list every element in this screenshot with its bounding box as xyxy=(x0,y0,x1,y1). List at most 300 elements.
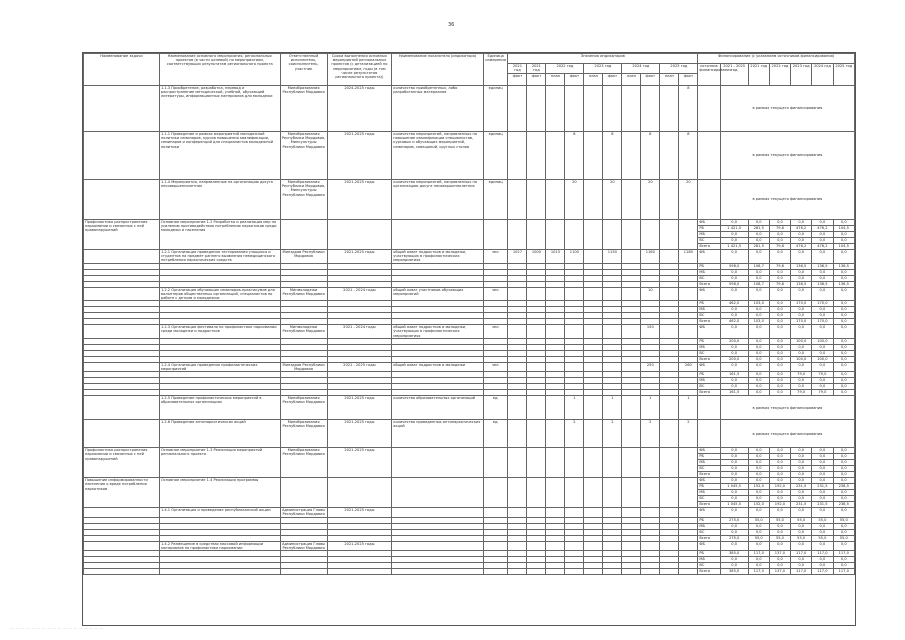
measure-cell: 1.1.1 Проведение и рамках мероприятий молодежной политики семинаров, курсов повышения квалификации, семинаров и конференций для специалистов молодежной политики xyxy=(159,132,280,180)
measure-cell: 1.2.4 Организация проведения профилактических мероприятий xyxy=(159,362,280,371)
fin-value: 0,0 xyxy=(720,250,748,264)
executor-cell: Минздрав Республики Мордовия xyxy=(280,362,327,371)
fin-value: 0,0 xyxy=(720,478,748,484)
fin-value: 0,0 xyxy=(833,448,855,454)
fin-value: 0,0 xyxy=(720,490,748,496)
fin-value: 0,0 xyxy=(769,238,790,244)
indicator-cell: количество проведенных антинаркотических акций xyxy=(392,420,484,448)
indicator-value xyxy=(546,508,565,517)
main-measure-cell: Основное мероприятие 1.4 Реализация программы xyxy=(159,478,280,508)
empty-cell xyxy=(565,478,584,508)
fin-source: МБ xyxy=(698,490,720,496)
header-year: 2021 год xyxy=(527,64,546,74)
fin-value: 0,0 xyxy=(812,232,833,238)
indicator-cell: количество приобретенных, либо разработанных материалов xyxy=(392,86,484,132)
fin-value: 0,0 xyxy=(769,460,790,466)
indicator-value xyxy=(622,362,641,371)
empty-cell xyxy=(527,478,546,508)
indicator-cell: общий охват подростков и молодежи xyxy=(392,362,484,371)
fin-source: Всего xyxy=(698,502,720,508)
unit-cell xyxy=(483,508,508,517)
empty-cell xyxy=(622,478,641,508)
fin-value: 0,0 xyxy=(720,563,748,569)
header-year: 2024 год xyxy=(622,64,660,74)
fin-value: 0,0 xyxy=(748,454,769,460)
indicator-value xyxy=(622,541,641,550)
header-fin-year: 2022 год xyxy=(769,64,790,86)
empty-cell xyxy=(392,220,484,250)
task-cell xyxy=(84,420,160,448)
indicator-value: 20 xyxy=(679,180,698,220)
task-cell xyxy=(84,250,160,264)
fin-value: 0,0 xyxy=(833,390,855,396)
indicator-value xyxy=(641,541,660,550)
indicator-cell xyxy=(392,541,484,550)
indicator-value xyxy=(584,325,603,339)
empty-cell xyxy=(392,478,484,508)
indicator-value xyxy=(508,86,527,132)
fin-value: 0,0 xyxy=(812,250,833,264)
fin-value: 281,5 xyxy=(748,226,769,232)
fin-value: 0,0 xyxy=(833,523,855,529)
indicator-value xyxy=(527,420,546,448)
empty-cell xyxy=(327,569,392,575)
fin-value: 0,0 xyxy=(833,287,855,301)
indicator-value xyxy=(603,508,622,517)
indicator-value xyxy=(622,250,641,264)
indicator-value xyxy=(527,325,546,339)
fin-value: 0,0 xyxy=(720,466,748,472)
header-unit: Единица измерения xyxy=(483,54,508,86)
indicator-value xyxy=(508,325,527,339)
fin-value: 0,0 xyxy=(720,541,748,550)
empty-cell xyxy=(483,448,508,478)
indicator-value xyxy=(546,362,565,371)
fin-value: 0,0 xyxy=(791,220,812,226)
empty-cell xyxy=(508,569,527,575)
fin-value: 136,5 xyxy=(833,263,855,269)
measure-cell: 1.2.3 Организация фестиваля по профилактике наркомании среди молодежи и подростков xyxy=(159,325,280,339)
fin-source: ВС xyxy=(698,563,720,569)
fin-value: 0,0 xyxy=(720,287,748,301)
empty-cell xyxy=(392,448,484,478)
indicator-value: 20 xyxy=(641,180,660,220)
fin-value: 137,0 xyxy=(769,551,790,557)
indicator-value xyxy=(679,541,698,550)
fin-value: 0,0 xyxy=(833,313,855,319)
fin-value: 0,0 xyxy=(769,523,790,529)
financing-note: в рамках текущего финансирования xyxy=(720,420,854,448)
fin-value: 0,0 xyxy=(748,362,769,371)
fin-value: 238,5 xyxy=(833,484,855,490)
fin-source: Всего xyxy=(698,319,720,325)
indicator-value xyxy=(565,325,584,339)
fin-source: МБ xyxy=(698,557,720,563)
indicator-value: 1 xyxy=(679,396,698,420)
header-year: 2023 год xyxy=(584,64,622,74)
fin-value: 170,0 xyxy=(791,319,812,325)
fin-value: 0,0 xyxy=(720,523,748,529)
indicator-value xyxy=(660,86,679,132)
empty-cell xyxy=(584,478,603,508)
empty-cell xyxy=(603,448,622,478)
header-fin-year: 2025 год xyxy=(833,64,855,86)
fin-value: 0,0 xyxy=(812,220,833,226)
empty-cell xyxy=(565,448,584,478)
period-cell: 2021-2025 годы xyxy=(327,420,392,448)
empty-cell xyxy=(280,220,327,250)
fin-value: 0,0 xyxy=(833,529,855,535)
fin-value: 0,0 xyxy=(812,378,833,384)
executor-cell: Минобразования Республики Мордовия xyxy=(280,420,327,448)
financing-note: в рамках текущего финансирования xyxy=(720,132,854,180)
fin-value: 0,0 xyxy=(748,238,769,244)
fin-value: 200,0 xyxy=(720,338,748,344)
indicator-value xyxy=(527,132,546,180)
fin-value: 0,0 xyxy=(833,344,855,350)
fin-value: 0,0 xyxy=(748,325,769,339)
fin-value: 117,0 xyxy=(748,551,769,557)
task-cell xyxy=(84,132,160,180)
fin-value: 0,0 xyxy=(791,269,812,275)
fin-value: 0,0 xyxy=(748,448,769,454)
fin-value: 0,0 xyxy=(812,269,833,275)
indicator-value: 8 xyxy=(679,132,698,180)
executor-cell: Администрация Главы Республики Мордовия xyxy=(282,541,326,550)
fin-value: 0,0 xyxy=(748,269,769,275)
fin-value: 0,0 xyxy=(720,384,748,390)
executor-cell: Администрация Главы Республики Мордовия xyxy=(282,508,326,517)
fin-value: 0,0 xyxy=(769,287,790,301)
fin-value: 0,0 xyxy=(833,319,855,325)
fin-value: 0,0 xyxy=(791,287,812,301)
fin-source: РБ xyxy=(698,484,720,490)
indicator-value xyxy=(508,287,527,301)
fin-value: 0,0 xyxy=(748,529,769,535)
period-cell: 2021 - 2025 годы xyxy=(327,362,392,371)
period-cell: 2021 - 2024 годы xyxy=(327,287,392,301)
period-cell: 2021-2025 годы xyxy=(327,250,392,264)
fin-value: 136,5 xyxy=(833,281,855,287)
fin-value: 79,8 xyxy=(769,244,790,250)
fin-source: РБ xyxy=(698,372,720,378)
fin-value: 0,0 xyxy=(791,508,812,517)
fin-value: 0,0 xyxy=(791,460,812,466)
indicator-cell: общий охват участников обучающих мероприятий xyxy=(392,287,484,301)
fin-value: 0,0 xyxy=(833,472,855,478)
fin-value: 136,5 xyxy=(812,263,833,269)
header-fact: факт xyxy=(565,74,584,86)
fin-value: 0,0 xyxy=(769,362,790,371)
indicator-cell xyxy=(392,508,484,517)
fin-source: ВС xyxy=(698,384,720,390)
fin-value: 161,5 xyxy=(720,390,748,396)
unit-cell: единиц xyxy=(483,86,508,132)
task-cell xyxy=(84,541,160,550)
fin-value: 0,0 xyxy=(833,563,855,569)
fin-value: 0,0 xyxy=(769,390,790,396)
fin-value: 0,0 xyxy=(720,496,748,502)
executor-cell: Минздрав Республики Мордовия xyxy=(280,250,327,264)
unit-cell: чел. xyxy=(483,362,508,371)
task-cell xyxy=(84,508,160,517)
fin-value: 0,0 xyxy=(812,313,833,319)
header-task: Наименование задачи xyxy=(84,54,160,86)
fin-value: 0,0 xyxy=(812,496,833,502)
fin-value: 0,0 xyxy=(833,269,855,275)
fin-source: Всего xyxy=(698,244,720,250)
indicator-value xyxy=(546,541,565,550)
fin-value: 0,0 xyxy=(720,275,748,281)
fin-value: 0,0 xyxy=(720,232,748,238)
indicator-value xyxy=(546,180,565,220)
indicator-value: 1180 xyxy=(679,250,698,264)
fin-value: 79,0 xyxy=(791,390,812,396)
fin-value: 100,0 xyxy=(791,356,812,362)
indicator-value xyxy=(660,541,679,550)
empty-cell xyxy=(622,220,641,250)
header-year: 2022 год xyxy=(546,64,584,74)
indicator-value xyxy=(508,541,527,550)
fin-value: 0,0 xyxy=(769,313,790,319)
fin-value: 0,0 xyxy=(833,350,855,356)
fin-value: 1 045,5 xyxy=(720,484,748,490)
fin-value: 117,0 xyxy=(791,569,812,575)
indicator-value xyxy=(565,541,584,550)
empty-cell xyxy=(679,478,698,508)
header-plan: план xyxy=(622,74,641,86)
fin-value: 0,0 xyxy=(833,541,855,550)
task-cell xyxy=(84,86,160,132)
fin-value: 55,0 xyxy=(833,517,855,523)
header-plan: план xyxy=(584,74,603,86)
fin-value: 0,0 xyxy=(720,448,748,454)
fin-value: 55,0 xyxy=(748,517,769,523)
empty-cell xyxy=(392,569,484,575)
fin-value: 281,5 xyxy=(748,244,769,250)
fin-value: 0,0 xyxy=(748,384,769,390)
indicator-value xyxy=(546,420,565,448)
measure-cell: 1.1.3 Приобретение, разработка, перевод и распространение методической, учебной, обучающей литературы, информационных материалов для молодежи xyxy=(159,86,280,132)
indicator-value xyxy=(660,362,679,371)
fin-value: 79,8 xyxy=(769,226,790,232)
fin-value: 0,0 xyxy=(748,541,769,550)
task-cell: Профилактика распространения наркомании и связанных с ней правонарушений xyxy=(84,448,160,478)
fin-value: 0,0 xyxy=(748,496,769,502)
fin-value: 0,0 xyxy=(812,563,833,569)
fin-value: 100,0 xyxy=(812,356,833,362)
fin-value: 0,0 xyxy=(833,378,855,384)
indicator-value xyxy=(584,362,603,371)
fin-source: ВС xyxy=(698,313,720,319)
fin-value: 0,0 xyxy=(769,325,790,339)
fin-value: 0,0 xyxy=(812,523,833,529)
indicator-cell: количество образовательных организаций xyxy=(392,396,484,420)
indicator-value: 1 xyxy=(641,396,660,420)
fin-value: 0,0 xyxy=(833,220,855,226)
fin-value: 108,7 xyxy=(748,263,769,269)
fin-value: 0,0 xyxy=(791,523,812,529)
fin-value: 0,0 xyxy=(748,390,769,396)
main-measure-cell: Основное мероприятие 1.2 Разработка и реализация мер по усилению противодействия потреблению наркотиков среди молодежи и населения xyxy=(159,220,280,250)
fin-value: 0,0 xyxy=(791,307,812,313)
indicator-value xyxy=(584,132,603,180)
header-plan: план xyxy=(546,74,565,86)
fin-value: 0,0 xyxy=(748,508,769,517)
indicator-value: 20 xyxy=(603,180,622,220)
fin-value: 0,0 xyxy=(748,472,769,478)
empty-cell xyxy=(660,448,679,478)
fin-value: 0,0 xyxy=(720,307,748,313)
fin-value: 0,0 xyxy=(812,287,833,301)
fin-source-list xyxy=(698,86,720,132)
header-fact: факт xyxy=(679,74,698,86)
indicator-value xyxy=(622,508,641,517)
header-fin-year: 2023 год xyxy=(791,64,812,86)
fin-value: 0,0 xyxy=(748,372,769,378)
fin-value: 55,0 xyxy=(769,535,790,541)
fin-value: 117,0 xyxy=(833,569,855,575)
empty-cell xyxy=(622,569,641,575)
fin-value: 0,0 xyxy=(791,466,812,472)
fin-value: 0,0 xyxy=(812,454,833,460)
indicator-value xyxy=(508,362,527,371)
indicator-value xyxy=(622,132,641,180)
indicator-value xyxy=(565,287,584,301)
fin-value: 0,0 xyxy=(791,496,812,502)
fin-value: 170,0 xyxy=(791,301,812,307)
empty-cell xyxy=(584,448,603,478)
fin-value: 0,0 xyxy=(833,478,855,484)
fin-value: 55,0 xyxy=(748,535,769,541)
fin-value: 79,8 xyxy=(769,263,790,269)
fin-value: 0,0 xyxy=(720,269,748,275)
fin-value: 0,0 xyxy=(791,448,812,454)
fin-value: 100,0 xyxy=(812,338,833,344)
empty-cell xyxy=(84,569,160,575)
fin-value: 0,0 xyxy=(720,313,748,319)
measure-cell: 1.2.2 Организация обучающих семинаров-практикумов для волонтеров общественных организаций, специалистов по работе с детьми и молодежью xyxy=(159,287,280,301)
task-cell xyxy=(84,180,160,220)
fin-value: 0,0 xyxy=(769,508,790,517)
fin-value: 136,5 xyxy=(791,263,812,269)
fin-value: 117,0 xyxy=(748,569,769,575)
fin-value: 0,0 xyxy=(769,496,790,502)
unit-cell xyxy=(483,541,508,550)
fin-value: 0,0 xyxy=(748,220,769,226)
indicator-cell: общий охват подростков и молодежи, участвующих в профилактических мероприятиях xyxy=(392,325,484,339)
indicator-value xyxy=(679,287,698,301)
header-plan: план xyxy=(660,74,679,86)
fin-value: 0,0 xyxy=(791,384,812,390)
indicator-value xyxy=(527,287,546,301)
fin-value: 0,0 xyxy=(748,313,769,319)
fin-value: 0,0 xyxy=(791,238,812,244)
fin-value: 0,0 xyxy=(833,301,855,307)
fin-value: 0,0 xyxy=(812,384,833,390)
fin-value: 0,0 xyxy=(748,307,769,313)
fin-value: 0,0 xyxy=(748,563,769,569)
document-table-sheet xyxy=(82,52,856,626)
fin-source: РБ xyxy=(698,551,720,557)
fin-value: 0,0 xyxy=(833,466,855,472)
measure-cell: 1.2.5 Проведение профилактических мероприятий в образовательных организациях xyxy=(159,396,280,420)
fin-value: 1 421,5 xyxy=(720,226,748,232)
fin-value: 0,0 xyxy=(833,460,855,466)
indicator-value xyxy=(584,396,603,420)
header-fin-year: 2024 год xyxy=(812,64,833,86)
fin-value: 0,0 xyxy=(833,490,855,496)
fin-value: 0,0 xyxy=(833,275,855,281)
indicator-value xyxy=(508,132,527,180)
indicator-value: 2 xyxy=(679,420,698,448)
empty-cell xyxy=(603,569,622,575)
fin-value: 0,0 xyxy=(833,338,855,344)
fin-source: РБ xyxy=(698,301,720,307)
fin-value: 79,8 xyxy=(769,281,790,287)
fin-value: 117,0 xyxy=(812,551,833,557)
fin-value: 1 421,5 xyxy=(720,244,748,250)
executor-cell: Минобразования Республики Мордовия xyxy=(280,396,327,420)
fin-value: 0,0 xyxy=(769,478,790,484)
fin-value: 0,0 xyxy=(769,466,790,472)
empty-cell xyxy=(327,220,392,250)
indicator-value xyxy=(584,287,603,301)
indicator-value: 1150 xyxy=(603,250,622,264)
period-cell: 2021-2025 годы xyxy=(327,132,392,180)
fin-value: 100,0 xyxy=(791,338,812,344)
empty-cell xyxy=(660,478,679,508)
empty-cell xyxy=(641,220,660,250)
fin-value: 0,0 xyxy=(812,529,833,535)
fin-value: 0,0 xyxy=(833,384,855,390)
fin-value: 0,0 xyxy=(720,472,748,478)
header-financing: Финансирование (с указанием источников финансирования) xyxy=(698,54,855,64)
indicator-value xyxy=(622,420,641,448)
task-cell xyxy=(84,396,160,420)
fin-value: 0,0 xyxy=(812,307,833,313)
fin-value: 0,0 xyxy=(833,250,855,264)
fin-source: ФБ xyxy=(698,448,720,454)
fin-value: 0,0 xyxy=(748,232,769,238)
fin-value: 0,0 xyxy=(791,529,812,535)
fin-value: 0,0 xyxy=(833,557,855,563)
fin-value: 137,0 xyxy=(769,569,790,575)
indicator-value xyxy=(508,396,527,420)
fin-value: 0,0 xyxy=(769,275,790,281)
financing-note: в рамках текущего финансирования xyxy=(720,180,854,220)
fin-value: 0,0 xyxy=(720,238,748,244)
fin-value: 0,0 xyxy=(812,472,833,478)
fin-value: 1 045,5 xyxy=(720,502,748,508)
indicator-value xyxy=(527,180,546,220)
fin-value: 0,0 xyxy=(812,350,833,356)
indicator-value xyxy=(584,541,603,550)
indicator-value xyxy=(603,362,622,371)
fin-value: 55,0 xyxy=(812,535,833,541)
fin-source: ВС xyxy=(698,275,720,281)
fin-value: 0,0 xyxy=(791,478,812,484)
indicator-value: 1160 xyxy=(641,250,660,264)
header-fin-year: 2021 год xyxy=(748,64,769,86)
executor-cell: Минобразования Республики Мордовия, Минкультуры Республики Мордовия xyxy=(280,132,327,180)
indicator-value xyxy=(584,508,603,517)
fin-value: 0,0 xyxy=(720,325,748,339)
fin-value: 152,0 xyxy=(748,502,769,508)
period-cell: 2021 - 2024 годы xyxy=(327,325,392,339)
fin-value: 0,0 xyxy=(720,460,748,466)
indicator-value xyxy=(660,325,679,339)
